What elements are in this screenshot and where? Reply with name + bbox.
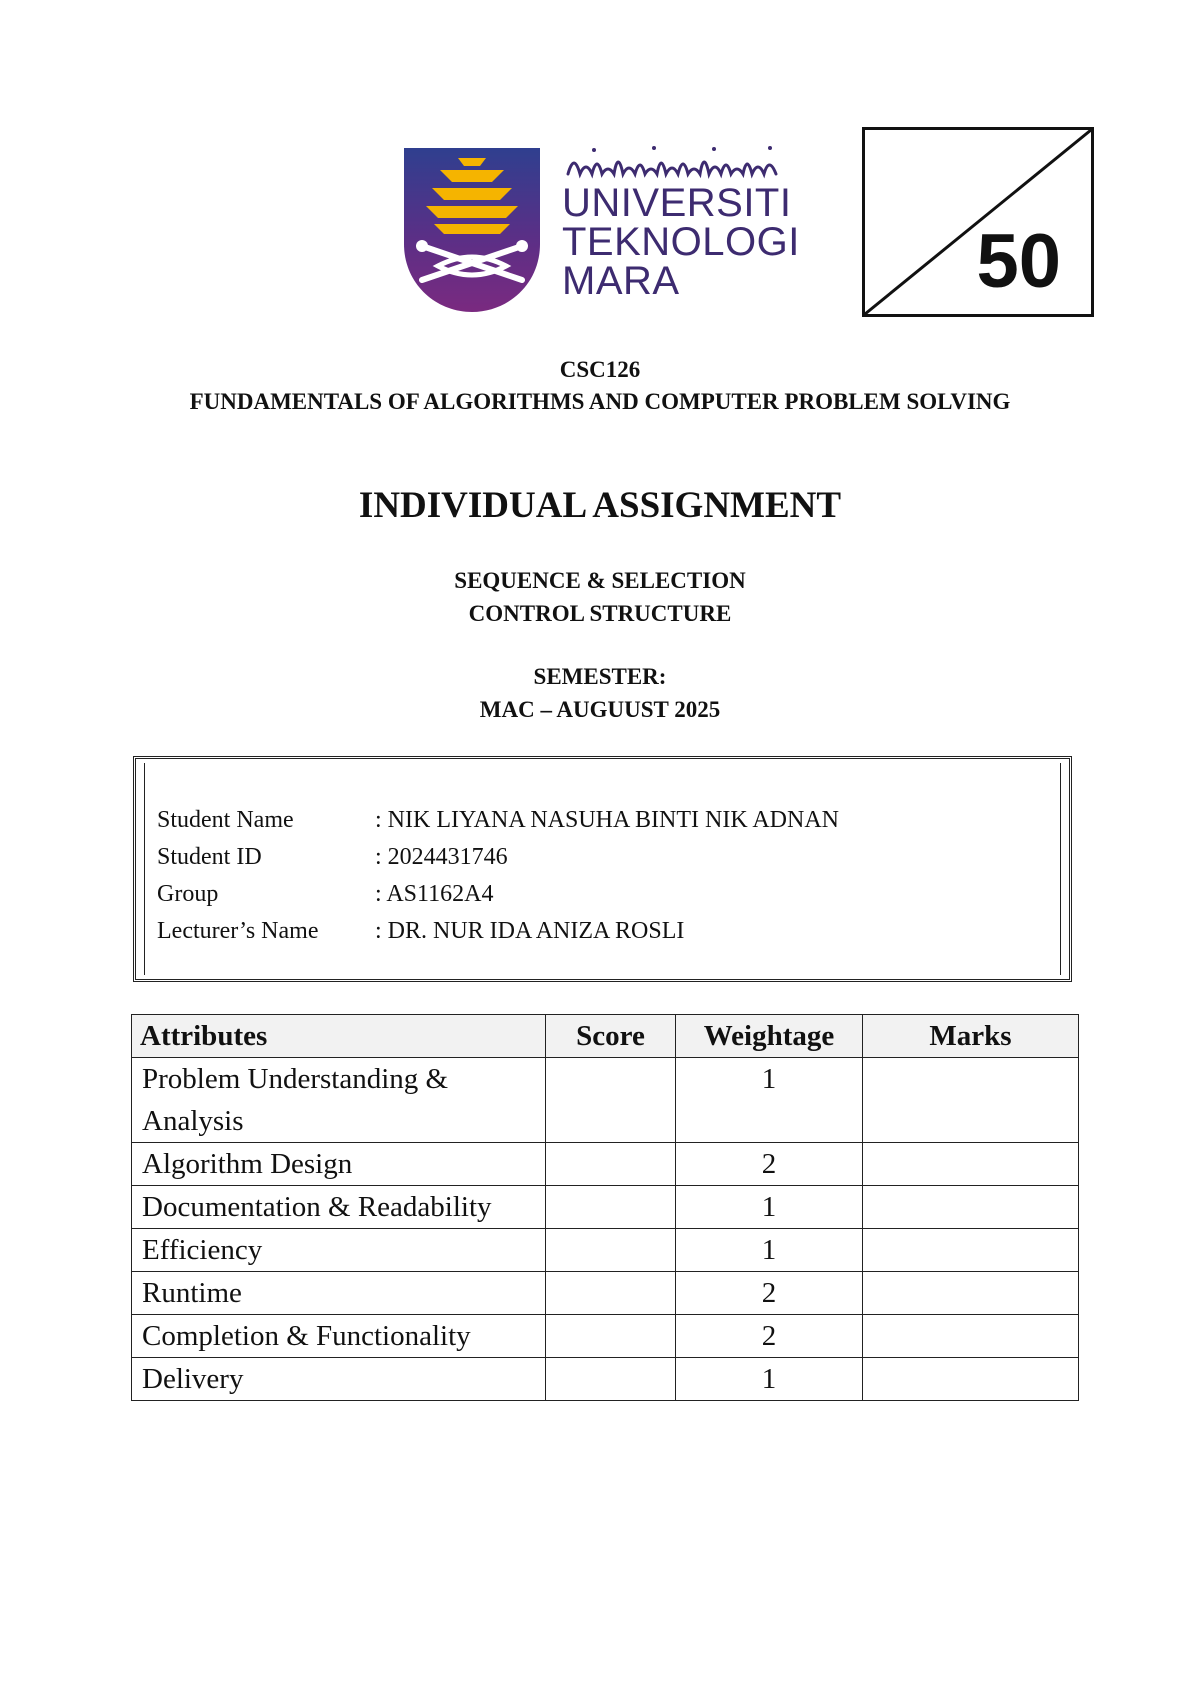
- weightage-cell: 1: [676, 1229, 863, 1272]
- student-info-box: [133, 756, 1072, 982]
- score-cell: [546, 1058, 676, 1143]
- student-id-label: Student ID: [157, 844, 262, 870]
- score-cell: [546, 1229, 676, 1272]
- semester-label: SEMESTER:: [533, 664, 667, 689]
- header-attributes: Attributes: [132, 1015, 546, 1058]
- marks-cell: [863, 1272, 1079, 1315]
- weightage-cell: 1: [676, 1358, 863, 1401]
- marks-cell: [863, 1058, 1079, 1143]
- table-row: [132, 1272, 1079, 1315]
- table-row: [132, 1229, 1079, 1272]
- attribute-cell: Delivery: [132, 1358, 546, 1401]
- topic-line-1: SEQUENCE & SELECTION: [454, 568, 746, 593]
- semester-value: MAC – AUGUUST 2025: [479, 697, 721, 722]
- table-row: [132, 1058, 1079, 1143]
- attribute-cell: Runtime: [132, 1272, 546, 1315]
- weightage-cell: 2: [676, 1315, 863, 1358]
- marks-cell: [863, 1143, 1079, 1186]
- weightage-cell: 2: [676, 1143, 863, 1186]
- weightage-cell: 2: [676, 1272, 863, 1315]
- student-name-row: [157, 805, 839, 835]
- lecturer-value: : DR. NUR IDA ANIZA ROSLI: [375, 918, 685, 944]
- wordmark-line-2: TEKNOLOGI: [562, 220, 800, 264]
- total-marks-box: [862, 127, 1094, 317]
- attribute-cell: Documentation & Readability: [132, 1186, 546, 1229]
- attribute-cell: Algorithm Design: [132, 1143, 546, 1186]
- assignment-topic: [100, 564, 1100, 630]
- jawi-script-icon: [564, 140, 804, 182]
- marks-cell: [863, 1186, 1079, 1229]
- header-score: Score: [546, 1015, 676, 1058]
- table-row: [132, 1186, 1079, 1229]
- score-cell: [546, 1272, 676, 1315]
- header-marks: Marks: [863, 1015, 1079, 1058]
- university-name-jawi: [564, 140, 804, 182]
- score-cell: [546, 1186, 676, 1229]
- score-cell: [546, 1358, 676, 1401]
- score-cell: [546, 1315, 676, 1358]
- semester: [100, 660, 1100, 726]
- student-name-label: Student Name: [157, 807, 294, 833]
- assignment-type: INDIVIDUAL ASSIGNMENT: [358, 485, 842, 526]
- student-info-inner: [144, 763, 1061, 975]
- score-cell: [546, 1143, 676, 1186]
- marks-cell: [863, 1229, 1079, 1272]
- topic-line-2: CONTROL STRUCTURE: [468, 601, 732, 626]
- table-row: [132, 1358, 1079, 1401]
- student-name-value: : NIK LIYANA NASUHA BINTI NIK ADNAN: [375, 807, 839, 833]
- wordmark-line-1: UNIVERSITI: [562, 181, 792, 225]
- total-marks-value: 50: [976, 219, 1061, 304]
- attribute-cell: Problem Understanding & Analysis: [132, 1058, 546, 1143]
- attribute-cell: Completion & Functionality: [132, 1315, 546, 1358]
- lecturer-label: Lecturer’s Name: [157, 918, 319, 944]
- wordmark-line-3: MARA: [562, 259, 680, 303]
- group-row: [157, 879, 493, 909]
- table-row: [132, 1315, 1079, 1358]
- rubric-header-row: [132, 1015, 1079, 1058]
- university-wordmark: [562, 181, 800, 303]
- weightage-cell: 1: [676, 1186, 863, 1229]
- rubric-table: [131, 1014, 1079, 1401]
- header-weightage: Weightage: [676, 1015, 863, 1058]
- student-id-row: [157, 842, 508, 872]
- lecturer-row: [157, 916, 684, 946]
- group-label: Group: [157, 881, 219, 907]
- table-row: [132, 1143, 1079, 1186]
- university-logo: [404, 140, 804, 315]
- course-code: CSC126: [559, 357, 641, 382]
- weightage-cell: 1: [676, 1058, 863, 1143]
- group-value: : AS1162A4: [375, 881, 494, 907]
- course-title: FUNDAMENTALS OF ALGORITHMS AND COMPUTER PROBLEM SOLVING: [189, 389, 1011, 414]
- marks-cell: [863, 1358, 1079, 1401]
- marks-cell: [863, 1315, 1079, 1358]
- attribute-cell: Efficiency: [132, 1229, 546, 1272]
- student-id-value: : 2024431746: [375, 844, 508, 870]
- university-crest-icon: [404, 148, 540, 312]
